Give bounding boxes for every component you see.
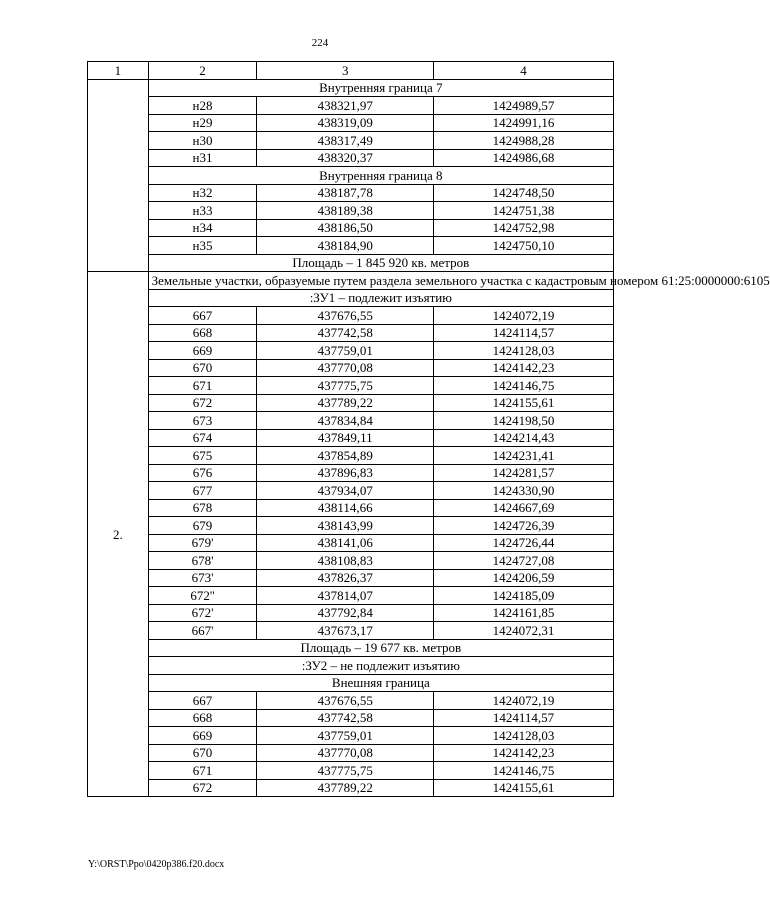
x-coordinate-cell: 437834,84 (257, 412, 434, 430)
x-coordinate-cell: 437759,01 (257, 342, 434, 360)
point-row (88, 114, 614, 132)
header-cell: 4 (434, 62, 614, 80)
x-coordinate-cell: 438108,83 (257, 552, 434, 570)
section-heading-row (88, 639, 614, 657)
y-coordinate-cell: 1424989,57 (434, 97, 614, 115)
y-coordinate-cell: 1424146,75 (434, 377, 614, 395)
point-row (88, 744, 614, 762)
y-coordinate-cell: 1424128,03 (434, 342, 614, 360)
point-id-cell: 670 (148, 744, 257, 762)
y-coordinate-cell: 1424128,03 (434, 727, 614, 745)
point-id-cell: 669 (148, 342, 257, 360)
x-coordinate-cell: 437759,01 (257, 727, 434, 745)
section-heading-row (88, 674, 614, 692)
header-cell: 3 (257, 62, 434, 80)
y-coordinate-cell: 1424146,75 (434, 762, 614, 780)
header-row (88, 62, 614, 80)
point-row (88, 762, 614, 780)
point-row (88, 342, 614, 360)
point-row (88, 132, 614, 150)
point-id-cell: 675 (148, 447, 257, 465)
point-id-cell: 667 (148, 692, 257, 710)
point-row (88, 727, 614, 745)
point-id-cell: 679 (148, 517, 257, 535)
point-id-cell: 671 (148, 762, 257, 780)
x-coordinate-cell: 437789,22 (257, 394, 434, 412)
point-id-cell: 671 (148, 377, 257, 395)
x-coordinate-cell: 438321,97 (257, 97, 434, 115)
point-id-cell: н30 (148, 132, 257, 150)
x-coordinate-cell: 438184,90 (257, 237, 434, 255)
point-row (88, 499, 614, 517)
section-heading: :ЗУ1 – подлежит изъятию (148, 289, 613, 307)
point-row (88, 202, 614, 220)
x-coordinate-cell: 437673,17 (257, 622, 434, 640)
y-coordinate-cell: 1424752,98 (434, 219, 614, 237)
y-coordinate-cell: 1424155,61 (434, 779, 614, 797)
section-number: 2. (88, 272, 149, 797)
x-coordinate-cell: 438319,09 (257, 114, 434, 132)
point-id-cell: н29 (148, 114, 257, 132)
y-coordinate-cell: 1424185,09 (434, 587, 614, 605)
x-coordinate-cell: 438320,37 (257, 149, 434, 167)
point-id-cell: 672'' (148, 587, 257, 605)
section-heading: :ЗУ2 – не подлежит изъятию (148, 657, 613, 675)
point-row (88, 97, 614, 115)
point-id-cell: 673 (148, 412, 257, 430)
point-id-cell: 668 (148, 324, 257, 342)
point-row (88, 237, 614, 255)
row-number-cell-empty (88, 79, 149, 272)
x-coordinate-cell: 437742,58 (257, 709, 434, 727)
y-coordinate-cell: 1424281,57 (434, 464, 614, 482)
point-id-cell: 667' (148, 622, 257, 640)
y-coordinate-cell: 1424991,16 (434, 114, 614, 132)
x-coordinate-cell: 437775,75 (257, 762, 434, 780)
y-coordinate-cell: 1424231,41 (434, 447, 614, 465)
x-coordinate-cell: 438143,99 (257, 517, 434, 535)
point-row (88, 534, 614, 552)
y-coordinate-cell: 1424161,85 (434, 604, 614, 622)
y-coordinate-cell: 1424986,68 (434, 149, 614, 167)
y-coordinate-cell: 1424142,23 (434, 744, 614, 762)
point-row (88, 569, 614, 587)
page-number: 224 (311, 37, 329, 49)
x-coordinate-cell: 437849,11 (257, 429, 434, 447)
x-coordinate-cell: 437934,07 (257, 482, 434, 500)
x-coordinate-cell: 437896,83 (257, 464, 434, 482)
x-coordinate-cell: 437775,75 (257, 377, 434, 395)
point-id-cell: 672 (148, 394, 257, 412)
y-coordinate-cell: 1424748,50 (434, 184, 614, 202)
point-id-cell: 679' (148, 534, 257, 552)
point-row (88, 307, 614, 325)
point-row (88, 324, 614, 342)
point-row (88, 412, 614, 430)
point-id-cell: н31 (148, 149, 257, 167)
point-row (88, 482, 614, 500)
x-coordinate-cell: 437770,08 (257, 359, 434, 377)
point-id-cell: н35 (148, 237, 257, 255)
point-id-cell: 667 (148, 307, 257, 325)
point-row (88, 184, 614, 202)
point-id-cell: 677 (148, 482, 257, 500)
point-row (88, 692, 614, 710)
y-coordinate-cell: 1424114,57 (434, 324, 614, 342)
section-title: Земельные участки, образуемые путем раздела земельного участка с кадастровым номером 61:25:0000000:6105 (148, 272, 613, 290)
point-id-cell: н32 (148, 184, 257, 202)
point-id-cell: 668 (148, 709, 257, 727)
section-heading-row (88, 289, 614, 307)
x-coordinate-cell: 437792,84 (257, 604, 434, 622)
point-row (88, 622, 614, 640)
point-id-cell: 678 (148, 499, 257, 517)
point-id-cell: н33 (148, 202, 257, 220)
y-coordinate-cell: 1424214,43 (434, 429, 614, 447)
point-row (88, 709, 614, 727)
y-coordinate-cell: 1424726,39 (434, 517, 614, 535)
point-row (88, 394, 614, 412)
point-id-cell: н34 (148, 219, 257, 237)
section-heading: Площадь – 19 677 кв. метров (148, 639, 613, 657)
x-coordinate-cell: 438141,06 (257, 534, 434, 552)
section-title-row (88, 272, 614, 290)
x-coordinate-cell: 438114,66 (257, 499, 434, 517)
point-id-cell: 669 (148, 727, 257, 745)
point-id-cell: 670 (148, 359, 257, 377)
y-coordinate-cell: 1424988,28 (434, 132, 614, 150)
x-coordinate-cell: 437676,55 (257, 307, 434, 325)
section-heading: Внутренняя граница 8 (148, 167, 613, 185)
section-heading: Внутренняя граница 7 (148, 79, 613, 97)
header-cell: 1 (88, 62, 149, 80)
point-id-cell: 672 (148, 779, 257, 797)
section-heading: Внешняя граница (148, 674, 613, 692)
section-heading: Площадь – 1 845 920 кв. метров (148, 254, 613, 272)
x-coordinate-cell: 437826,37 (257, 569, 434, 587)
point-row (88, 359, 614, 377)
y-coordinate-cell: 1424072,19 (434, 307, 614, 325)
y-coordinate-cell: 1424072,31 (434, 622, 614, 640)
y-coordinate-cell: 1424114,57 (434, 709, 614, 727)
section-heading-row (88, 79, 614, 97)
x-coordinate-cell: 437854,89 (257, 447, 434, 465)
x-coordinate-cell: 437814,07 (257, 587, 434, 605)
point-row (88, 149, 614, 167)
header-cell: 2 (148, 62, 257, 80)
point-row (88, 219, 614, 237)
y-coordinate-cell: 1424727,08 (434, 552, 614, 570)
point-id-cell: 672' (148, 604, 257, 622)
file-path-footer: Y:\ORST\Ppo\0420p386.f20.docx (88, 859, 225, 870)
y-coordinate-cell: 1424198,50 (434, 412, 614, 430)
point-row (88, 552, 614, 570)
x-coordinate-cell: 437770,08 (257, 744, 434, 762)
x-coordinate-cell: 437789,22 (257, 779, 434, 797)
y-coordinate-cell: 1424206,59 (434, 569, 614, 587)
point-row (88, 429, 614, 447)
x-coordinate-cell: 437742,58 (257, 324, 434, 342)
point-row (88, 604, 614, 622)
point-id-cell: 673' (148, 569, 257, 587)
point-id-cell: 674 (148, 429, 257, 447)
point-row (88, 377, 614, 395)
section-heading-row (88, 254, 614, 272)
y-coordinate-cell: 1424751,38 (434, 202, 614, 220)
x-coordinate-cell: 437676,55 (257, 692, 434, 710)
y-coordinate-cell: 1424330,90 (434, 482, 614, 500)
point-id-cell: 678' (148, 552, 257, 570)
point-id-cell: н28 (148, 97, 257, 115)
y-coordinate-cell: 1424750,10 (434, 237, 614, 255)
x-coordinate-cell: 438189,38 (257, 202, 434, 220)
x-coordinate-cell: 438317,49 (257, 132, 434, 150)
y-coordinate-cell: 1424142,23 (434, 359, 614, 377)
point-row (88, 517, 614, 535)
point-row (88, 779, 614, 797)
point-row (88, 587, 614, 605)
y-coordinate-cell: 1424726,44 (434, 534, 614, 552)
x-coordinate-cell: 438187,78 (257, 184, 434, 202)
coordinates-table (87, 61, 770, 797)
section-heading-row (88, 657, 614, 675)
y-coordinate-cell: 1424072,19 (434, 692, 614, 710)
point-row (88, 464, 614, 482)
x-coordinate-cell: 438186,50 (257, 219, 434, 237)
section-heading-row (88, 167, 614, 185)
y-coordinate-cell: 1424155,61 (434, 394, 614, 412)
point-id-cell: 676 (148, 464, 257, 482)
y-coordinate-cell: 1424667,69 (434, 499, 614, 517)
point-row (88, 447, 614, 465)
